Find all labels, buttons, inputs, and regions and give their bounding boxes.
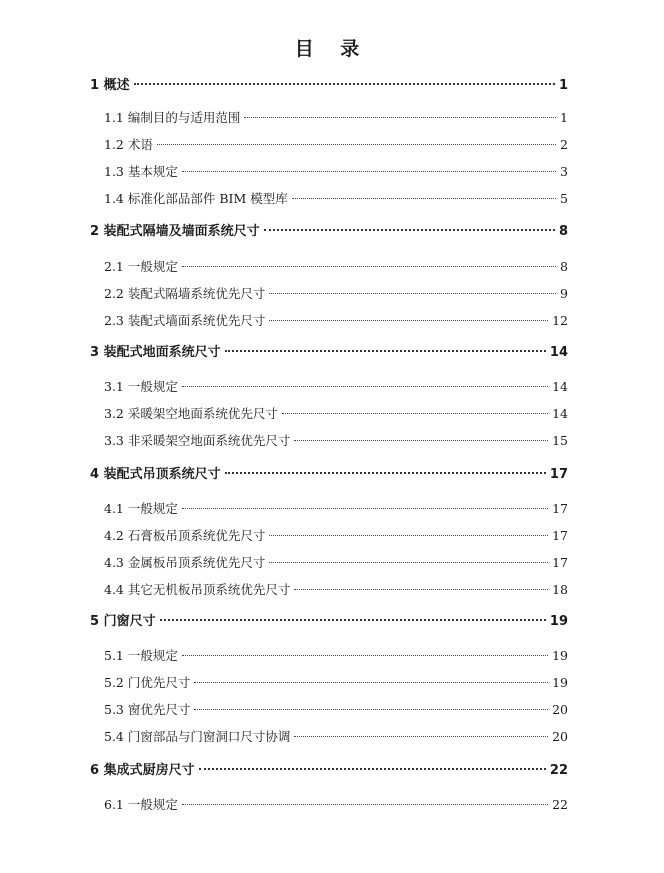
toc-chapter-entry[interactable] [90,465,568,485]
toc-entry-label: 装配式隔墙及墙面系统尺寸 [103,224,260,239]
toc-section-entry[interactable] [104,673,568,693]
toc-entry-number: 4.4 [104,582,128,597]
toc-entry-number: 3.1 [104,379,128,394]
toc-section-entry[interactable] [104,646,568,666]
toc-section-entry[interactable] [104,526,568,546]
toc-entry-label: 一般规定 [127,259,178,274]
toc-entry-label: 装配式吊顶系统尺寸 [103,467,221,482]
toc-section-entry[interactable] [104,162,568,182]
toc-entry-number: 3 [90,345,104,360]
toc-page-number: 17 [552,501,568,516]
toc-entry-label: 门优先尺寸 [127,675,191,690]
toc-page-number: 5 [560,191,568,206]
toc-entry-number: 6 [90,763,104,778]
toc-page-number: 1 [558,78,568,93]
toc-section-entry[interactable] [104,404,568,424]
toc-dot-leader [282,413,548,414]
toc-page-number: 3 [560,164,568,179]
toc-dot-leader [160,619,546,621]
toc-chapter-entry[interactable] [90,612,568,632]
toc-page-number: 17 [552,528,568,543]
toc-chapter-entry[interactable] [90,76,568,96]
toc-dot-leader [199,768,546,770]
toc-entry-label: 装配式隔墙系统优先尺寸 [127,286,266,301]
toc-entry-number: 1 [90,78,104,93]
toc-entry-number: 1.2 [104,137,128,152]
toc-dot-leader [292,198,556,199]
toc-section-entry[interactable] [104,700,568,720]
toc-section-entry[interactable] [104,795,568,815]
page-title: 目 录 [294,38,370,60]
toc-dot-leader [182,386,548,387]
toc-entry-label: 一般规定 [127,501,178,516]
toc-section-entry[interactable] [104,431,568,451]
toc-entry-label: 采暖架空地面系统优先尺寸 [127,406,278,421]
toc-chapter-entry[interactable] [90,761,568,781]
toc-page-number: 2 [560,137,568,152]
toc-page-number: 14 [552,379,568,394]
toc-entry-number: 5.1 [104,648,128,663]
toc-page-number: 12 [552,313,568,328]
toc-section-entry[interactable] [104,257,568,277]
toc-entry-label: 窗优先尺寸 [127,702,191,717]
toc-section-entry[interactable] [104,311,568,331]
toc-entry-number: 4.3 [104,555,128,570]
toc-dot-leader [194,682,548,683]
toc-dot-leader [264,229,555,231]
toc-dot-leader [269,320,548,321]
toc-entry-number: 1.4 [104,191,128,206]
toc-entry-label: 一般规定 [127,797,178,812]
toc-dot-leader [225,472,546,474]
toc-dot-leader [294,589,548,590]
toc-page-number: 1 [560,110,568,125]
toc-page-number: 9 [560,286,568,301]
toc-page-number: 8 [558,224,568,239]
toc-dot-leader [134,83,555,85]
toc-dot-leader [182,266,556,267]
toc-dot-leader [182,508,548,509]
toc-dot-leader [182,804,548,805]
toc-entry-label: 集成式厨房尺寸 [103,763,195,778]
toc-section-entry[interactable] [104,499,568,519]
toc-chapter-entry[interactable] [90,343,568,363]
toc-dot-leader [269,562,548,563]
toc-entry-number: 5 [90,614,104,629]
toc-page-number: 19 [549,614,568,629]
toc-entry-number: 2 [90,224,104,239]
toc-dot-leader [269,535,548,536]
toc-entry-number: 5.4 [104,729,128,744]
toc-section-entry[interactable] [104,727,568,747]
toc-dot-leader [244,117,556,118]
toc-page-number: 17 [552,555,568,570]
toc-entry-label: 门窗部品与门窗洞口尺寸协调 [127,729,291,744]
toc-page-number: 14 [552,406,568,421]
toc-entry-number: 5.2 [104,675,128,690]
toc-dot-leader [182,655,548,656]
toc-page-number: 15 [552,433,568,448]
toc-page-number: 8 [560,259,568,274]
toc-dot-leader [269,293,556,294]
toc-dot-leader [157,144,556,145]
toc-section-entry[interactable] [104,580,568,600]
toc-entry-label: 非采暖架空地面系统优先尺寸 [127,433,291,448]
toc-entry-label: 金属板吊顶系统优先尺寸 [127,555,266,570]
toc-section-entry[interactable] [104,135,568,155]
toc-entry-number: 2.1 [104,259,128,274]
toc-chapter-entry[interactable] [90,222,568,242]
toc-page-number: 19 [552,675,568,690]
toc-entry-label: 编制目的与适用范围 [127,110,241,125]
toc-page-number: 20 [552,702,568,717]
toc-section-entry[interactable] [104,108,568,128]
toc-entry-number: 3.3 [104,433,128,448]
toc-entry-label: 基本规定 [127,164,178,179]
toc-entry-label: 门窗尺寸 [103,614,156,629]
toc-entry-label: 概述 [103,78,130,93]
toc-page-number: 17 [549,467,568,482]
toc-entry-number: 4.2 [104,528,128,543]
toc-entry-number: 5.3 [104,702,128,717]
toc-section-entry[interactable] [104,284,568,304]
toc-dot-leader [294,440,548,441]
toc-dot-leader [294,736,548,737]
toc-dot-leader [225,350,546,352]
toc-entry-label: 装配式墙面系统优先尺寸 [127,313,266,328]
toc-entry-number: 1.1 [104,110,128,125]
toc-page-number: 20 [552,729,568,744]
toc-section-entry[interactable] [104,189,568,209]
toc-entry-label: 装配式地面系统尺寸 [103,345,221,360]
toc-entry-number: 1.3 [104,164,128,179]
toc-entry-number: 4 [90,467,104,482]
toc-entry-number: 2.2 [104,286,128,301]
toc-page-number: 22 [549,763,568,778]
toc-entry-number: 3.2 [104,406,128,421]
toc-page-number: 22 [552,797,568,812]
toc-entry-label: 石膏板吊顶系统优先尺寸 [127,528,266,543]
toc-dot-leader [194,709,548,710]
toc-entry-label: 一般规定 [127,648,178,663]
toc-page-number: 19 [552,648,568,663]
toc-entry-number: 6.1 [104,797,128,812]
toc-entry-number: 2.3 [104,313,128,328]
toc-entry-label: 其它无机板吊顶系统优先尺寸 [127,582,291,597]
toc-entry-label: 一般规定 [127,379,178,394]
toc-section-entry[interactable] [104,553,568,573]
toc-section-entry[interactable] [104,377,568,397]
toc-entry-label: 标准化部品部件 BIM 模型库 [127,191,288,206]
toc-entry-number: 4.1 [104,501,128,516]
toc-page-number: 14 [549,345,568,360]
toc-entry-label: 术语 [127,137,153,152]
toc-page-number: 18 [552,582,568,597]
toc-dot-leader [182,171,556,172]
